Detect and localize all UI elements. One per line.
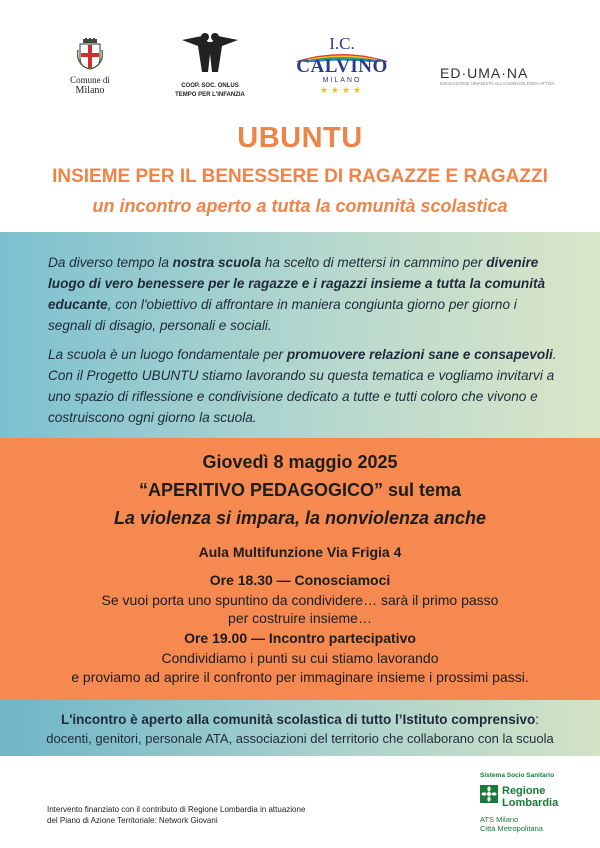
regione-system-label: Sistema Socio Sanitario: [480, 772, 555, 779]
funding-line-2: del Piano di Azione Territoriale: Network Giovani: [47, 816, 218, 825]
lombardy-rose-icon: [480, 785, 498, 803]
funding-note: [47, 804, 377, 826]
comune-milano-logo: [60, 38, 120, 96]
event-theme: La violenza si impara, la nonviolenza anche: [113, 508, 487, 528]
page-tagline: un incontro aperto a tutta la comunità scolastica: [92, 196, 508, 216]
event-desc-1a: Se vuoi porta uno spuntino da condividere… sarà il primo passo: [101, 592, 499, 608]
calvino-ic: I.C.: [329, 34, 355, 53]
logos-bar: [0, 28, 600, 110]
funding-line-1: Intervento finanziato con il contributo di Regione Lombardia in attuazione: [47, 805, 306, 814]
event-name: “APERITIVO PEDAGOGICO” sul tema: [138, 480, 462, 500]
ats-label: ATS Milano Città Metropolitana: [480, 815, 543, 833]
coop-label-1: COOP. SOC. ONLUS: [181, 83, 239, 89]
eduumana-tagline: EDUCAZIONE UMANISTA ALLA NONVIOLENZA ATTIVA: [440, 81, 555, 86]
event-time-1: Ore 18.30 — Conosciamoci: [209, 572, 391, 588]
intro-section: [0, 232, 600, 438]
ic-calvino-logo: [287, 36, 397, 95]
page-title: UBUNTU: [237, 122, 363, 154]
audience-section: [0, 700, 600, 756]
coop-label-2: TEMPO PER L'INFANZIA: [175, 92, 245, 98]
audience-heading: L'incontro è aperto alla comunità scolastica di tutto l’Istituto comprensivo:: [60, 712, 540, 727]
event-venue: Aula Multifunzione Via Frigia 4: [198, 544, 402, 560]
event-desc-2a: Condividiamo i punti su cui stiamo lavorando: [161, 650, 439, 666]
event-time-2: Ore 19.00 — Incontro partecipativo: [184, 630, 416, 646]
audience-list: docenti, genitori, personale ATA, associazioni del territorio che collaborano con la scuola: [46, 731, 554, 746]
event-desc-1b: per costruire insieme…: [228, 610, 372, 626]
intro-paragraph-2: La scuola è un luogo fondamentale per promuovere relazioni sane e consapevoli. Con il Progetto UBUNTU stiamo lavorando su questa tematica e vogliamo invitarvi a uno spazio di riflessione e condivisione dedicato a tutte e tutti coloro che vivono e costruiscono ogni giorno la scuola.: [48, 347, 557, 425]
regione-lombardia-logo: [480, 772, 580, 833]
intro-paragraph-1: Da diverso tempo la nostra scuola ha scelto di mettersi in cammino per divenire luogo di vero benessere per le ragazze e i ragazzi insieme a tutta la comunità educante, con l'obiettivo di affrontare in maniera congiunta giorno per giorno i segnali di disagio, personali e sociali.: [48, 255, 546, 333]
event-section: [0, 438, 600, 700]
calvino-city: MILANO: [322, 77, 362, 84]
people-silhouette-icon: [178, 32, 242, 76]
page-subtitle: INSIEME PER IL BENESSERE DI RAGAZZE E RAGAZZI: [52, 166, 548, 187]
event-date: Giovedì 8 maggio 2025: [202, 452, 398, 472]
coop-tempo-infanzia-logo: [160, 32, 260, 99]
regione-name: Regione Lombardia: [502, 785, 559, 809]
regione-mark: [480, 783, 580, 813]
milano-crest-icon: [77, 38, 103, 70]
eduumana-logo: [440, 66, 590, 87]
milano-label-1: Comune di: [70, 75, 110, 85]
eduumana-name: ED·UMA·NA: [440, 65, 529, 81]
calvino-name: CALVINO: [296, 56, 388, 77]
event-desc-2b: e proviamo ad aprire il confronto per immaginare insieme i prossimi passi.: [71, 669, 529, 685]
stars-icon: ★★★★: [319, 85, 365, 95]
milano-label-2: Milano: [75, 85, 105, 96]
